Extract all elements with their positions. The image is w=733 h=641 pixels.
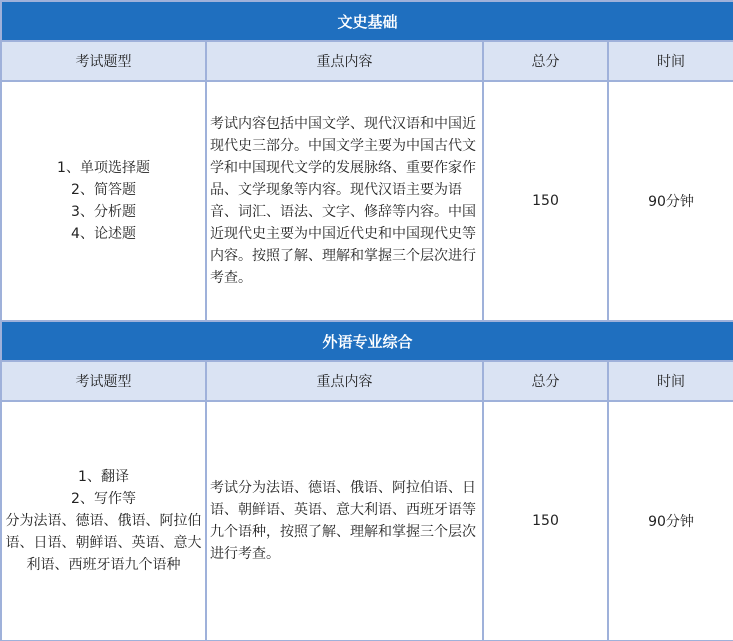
header-key-content: 重点内容 [206, 41, 483, 81]
section-title-row [1, 1, 733, 41]
question-type-item: 1、翻译 [78, 469, 129, 485]
header-time: 时间 [608, 41, 733, 81]
key-content-cell: 考试分为法语、德语、俄语、阿拉伯语、日语、朝鲜语、英语、意大利语、西班牙语等九个语种，按照了解、理解和掌握三个层次进行考查。 [206, 401, 483, 641]
header-total-score: 总分 [483, 361, 608, 401]
question-type-item: 2、写作等 [71, 491, 136, 507]
question-type-item: 分为法语、德语、俄语、阿拉伯语、日语、朝鲜语、英语、意大利语、西班牙语九个语种 [5, 513, 202, 573]
time-cell: 90分钟 [608, 81, 733, 321]
table-row [1, 81, 733, 321]
header-row [1, 361, 733, 401]
key-content-cell: 考试内容包括中国文学、现代汉语和中国近现代史三部分。中国文学主要为中国古代文学和中国现代文学的发展脉络、重要作家作品、文学现象等内容。现代汉语主要为语音、词汇、语法、文字、修辞等内容。中国近现代史主要为中国近代史和中国现代史等内容。按照了解、理解和掌握三个层次进行考查。 [206, 81, 483, 321]
section-title: 外语专业综合 [1, 321, 733, 361]
question-type-item: 2、简答题 [71, 182, 136, 198]
question-types-cell [1, 401, 206, 641]
question-types-cell [1, 81, 206, 321]
question-type-item: 4、论述题 [71, 226, 136, 242]
header-time: 时间 [608, 361, 733, 401]
header-key-content: 重点内容 [206, 361, 483, 401]
header-question-types: 考试题型 [1, 361, 206, 401]
header-total-score: 总分 [483, 41, 608, 81]
question-type-item: 3、分析题 [71, 204, 136, 220]
total-score-cell: 150 [483, 81, 608, 321]
time-cell: 90分钟 [608, 401, 733, 641]
header-question-types: 考试题型 [1, 41, 206, 81]
section-title-row [1, 321, 733, 361]
question-type-item: 1、单项选择题 [57, 160, 150, 176]
section-title: 文史基础 [1, 1, 733, 41]
total-score-cell: 150 [483, 401, 608, 641]
table-row [1, 401, 733, 641]
header-row [1, 41, 733, 81]
